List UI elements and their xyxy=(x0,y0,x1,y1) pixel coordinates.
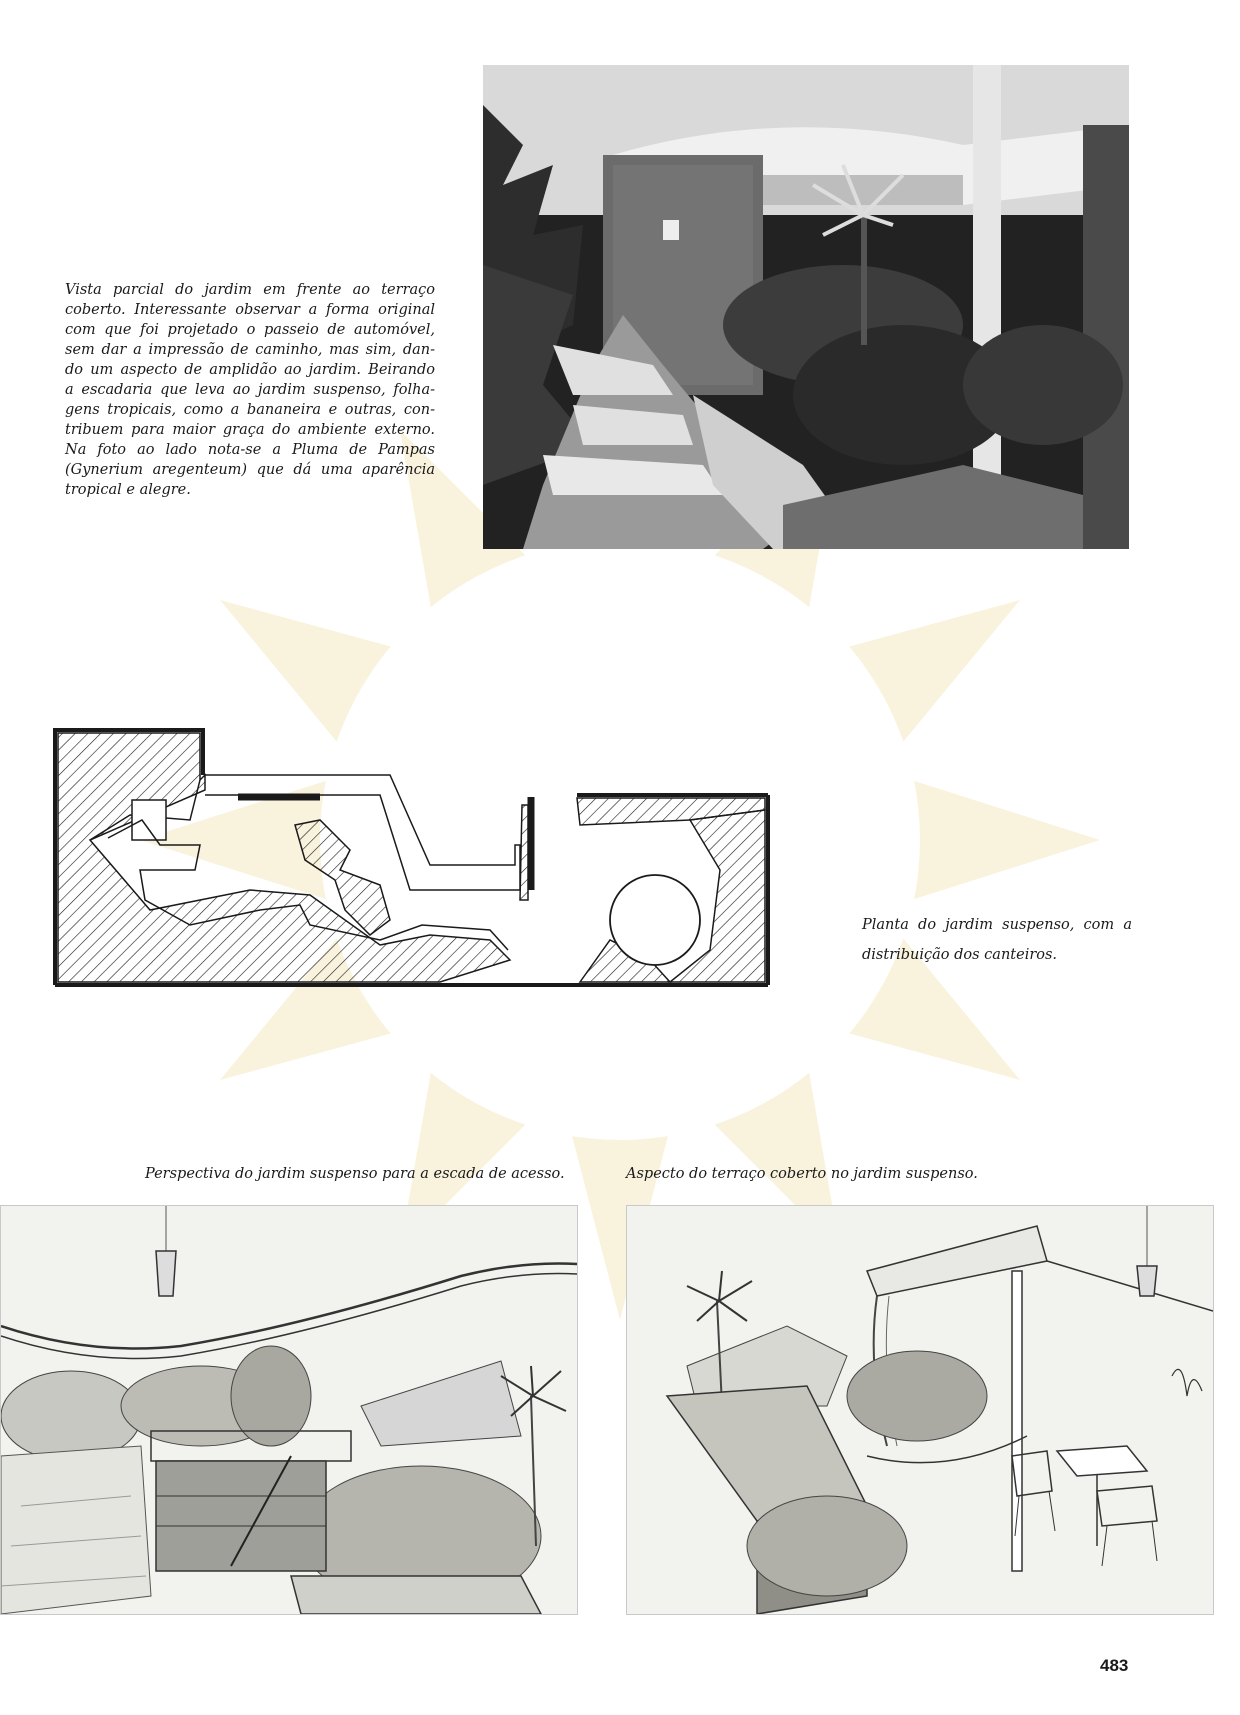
perspective-caption: Perspectiva do jardim suspenso para a escada de acesso. xyxy=(145,1166,565,1182)
caption-line: distribuição dos canteiros. xyxy=(862,947,1058,963)
caption-line: Na foto ao lado nota-se a Pluma de Pampas xyxy=(65,442,435,458)
caption-line: Planta do jardim suspenso, com a xyxy=(862,917,1132,933)
caption-line: coberto. Interessante observar a forma original xyxy=(65,302,435,318)
photo-caption xyxy=(65,280,435,500)
caption-line: com que foi projetado o passeio de automóvel, xyxy=(65,322,435,338)
garden-plan xyxy=(50,720,770,990)
terrace-caption: Aspecto do terraço coberto no jardim suspenso. xyxy=(626,1166,978,1182)
caption-line: tribuem para maior graça do ambiente externo. xyxy=(65,422,435,438)
page-number: 483 xyxy=(1100,1656,1129,1675)
garden-photo xyxy=(483,65,1129,549)
caption-line: sem dar a impressão de caminho, mas sim, dan- xyxy=(65,342,435,358)
caption-line: (Gynerium aregenteum) que dá uma aparência xyxy=(65,462,435,478)
caption-line: a escadaria que leva ao jardim suspenso, folha- xyxy=(65,382,435,398)
perspective-sketch xyxy=(0,1205,578,1615)
caption-line: Vista parcial do jardim em frente ao terraço xyxy=(65,282,435,298)
terrace-sketch xyxy=(626,1205,1214,1615)
caption-line: do um aspecto de amplidão ao jardim. Beirando xyxy=(65,362,435,378)
caption-line: gens tropicais, como a bananeira e outras, con- xyxy=(65,402,435,418)
plan-caption xyxy=(862,910,1132,970)
caption-line: tropical e alegre. xyxy=(65,482,191,498)
